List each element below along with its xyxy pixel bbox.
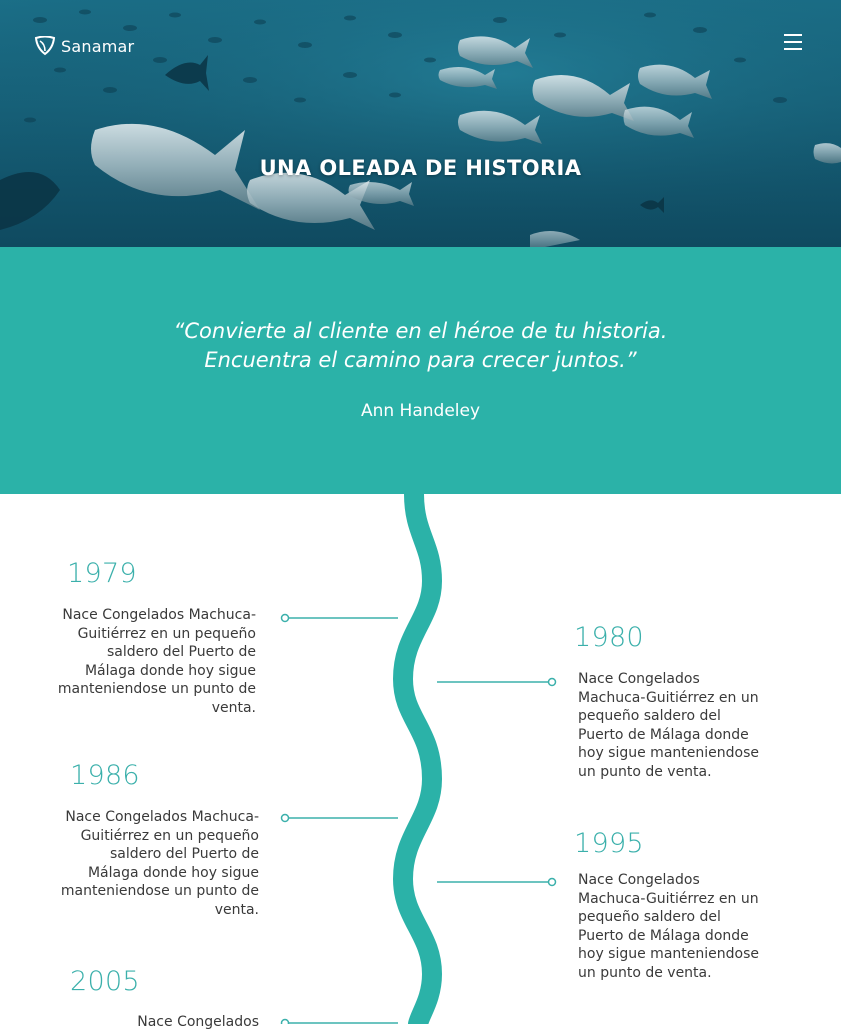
page-title: UNA OLEADA DE HISTORIA [259,156,582,180]
quote-section [0,247,841,494]
quote-line: Encuentra el camino para crecer juntos.” [204,348,637,372]
brand-logo[interactable] [34,36,134,56]
timeline-year-1995: 1995 [574,828,644,859]
timeline-wave [403,494,432,1024]
timeline-text-1995: Nace Congelados Machuca-Guitiérrez en un pequeño saldero del Puerto de Málaga donde hoy sigue manteniendose un punto de venta. [578,872,759,981]
timeline-text-2005: Nace Congelados [137,1014,259,1030]
timeline-year-1986: 1986 [70,760,140,791]
connector-dot-1986 [282,815,289,822]
connector-dot-1979 [282,615,289,622]
hamburger-icon [784,34,802,36]
quote-author: Ann Handeley [360,401,481,421]
timeline-text-1980: Nace Congelados Machuca-Guitiérrez en un pequeño saldero del Puerto de Málaga donde hoy sigue manteniendose un punto de venta. [578,671,759,780]
brand-name: Sanamar [61,36,135,56]
connector-dot-1995 [549,879,556,886]
connector-dot-2005 [282,1020,289,1025]
connector-dot-1980 [549,679,556,686]
timeline-text-1979: Nace Congelados Machuca-Guitiérrez en un pequeño saldero del Puerto de Málaga donde hoy sigue manteniendose un punto de venta. [57,607,256,716]
timeline-year-1979: 1979 [67,558,137,589]
quote-text [120,317,721,375]
hamburger-menu-button[interactable] [782,32,806,52]
timeline-year-1980: 1980 [574,622,644,653]
timeline-text-1986: Nace Congelados Machuca-Guitiérrez en un pequeño saldero del Puerto de Málaga donde hoy sigue manteniendose un punto de venta. [60,809,259,918]
quote-line: “Convierte al cliente en el héroe de tu historia. [173,319,668,343]
history-timeline [0,494,841,1030]
shield-fish-logo-icon [34,36,56,56]
hero-banner [0,0,841,247]
timeline-year-2005: 2005 [70,966,140,997]
